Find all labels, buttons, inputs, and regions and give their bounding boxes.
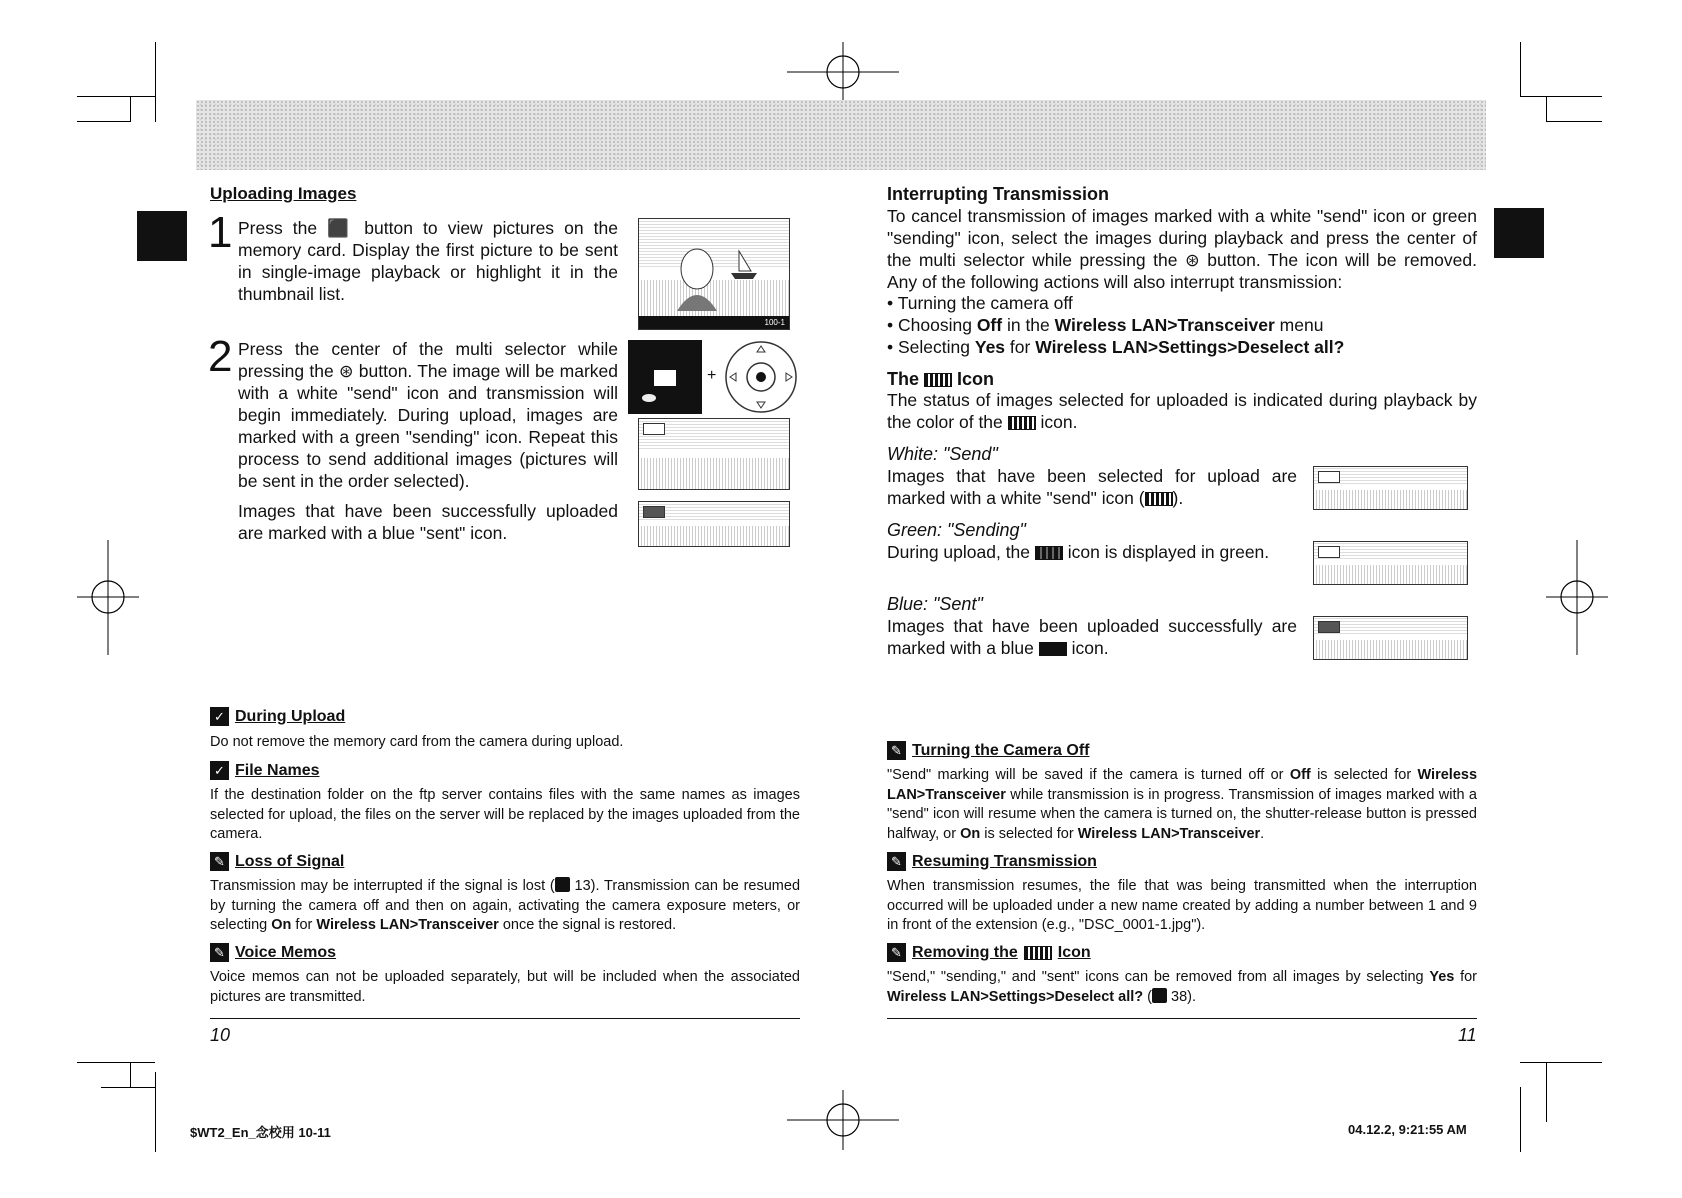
page-ref-icon [555, 877, 570, 892]
footer-filename: $WT2_En_念校用 10-11 [190, 1125, 331, 1140]
transfer-icon [924, 373, 952, 387]
note-text: Transmission may be interrupted if the signal is lost ( 13). Transmission can be resumed by turning the camera off and then on again, activating the camera exposure meters, or selecting On for Wireless LAN>Transceiver once the signal is restored. [210, 878, 801, 933]
plus-sign: + [707, 367, 717, 384]
crop-mark [155, 1072, 156, 1152]
page-number: 10 [210, 1025, 231, 1045]
crop-mark [77, 1062, 155, 1063]
note-title: ✎ Loss of Signal [210, 852, 344, 871]
crop-mark [1520, 42, 1521, 97]
thumb-tab-right [1494, 208, 1544, 258]
note-title: ✎ Turning the Camera Off [887, 741, 1090, 760]
state-heading: Blue: "Sent" [887, 594, 983, 614]
multi-selector-icon [724, 340, 798, 414]
state-text: During upload, the icon is displayed in green. [887, 542, 1270, 562]
state-heading: White: "Send" [887, 444, 998, 464]
interrupt-list [887, 292, 1477, 358]
step-number: 1 [208, 208, 233, 257]
crop-mark [1546, 1062, 1547, 1122]
crop-mark [155, 42, 156, 122]
page-ref-icon [1152, 988, 1167, 1003]
camera-button-image [628, 340, 702, 414]
crop-mark [1520, 96, 1602, 97]
pencil-icon: ✎ [210, 852, 229, 871]
crop-mark [130, 1062, 131, 1088]
crop-mark [77, 96, 155, 97]
list-item: • Selecting Yes for Wireless LAN>Settings>Deselect all? [887, 336, 1477, 358]
send-example-image [1313, 466, 1468, 510]
note-title: ✓ During Upload [210, 707, 345, 726]
pencil-icon: ✎ [887, 741, 906, 760]
crop-mark [77, 121, 131, 122]
crop-mark [1520, 1062, 1602, 1063]
frame-counter: 100-1 [639, 316, 789, 329]
icon-heading: The Icon [887, 369, 995, 389]
playback-screen-image [638, 218, 790, 330]
sent-example-image [1313, 616, 1468, 660]
transfer-icon [1008, 416, 1036, 430]
check-icon: ✓ [210, 707, 229, 726]
step1-text: Press the ⬛ button to view pictures on the memory card. Display the first picture to be sent in single-image playback or highlight it in the thumbnail list. [238, 218, 618, 304]
note-text: When transmission resumes, the file that was being transmitted when the interruption occurred will be uploaded under a new name created by adding a number between 1 and 9 in front of the extension (e.g., "DSC_0001-1.jpg"). [887, 878, 1477, 933]
note-text: "Send," "sending," and "sent" icons can be removed from all images by selecting Yes for Wireless LAN>Settings>Deselect all? ( 38). [887, 969, 1478, 1005]
crop-mark [1546, 96, 1547, 122]
crop-mark [101, 1087, 155, 1088]
list-item: • Turning the camera off [887, 292, 1477, 314]
sending-icon [1035, 546, 1063, 560]
crop-mark [1546, 121, 1602, 122]
transfer-icon [1024, 946, 1052, 960]
sent-icon [643, 506, 665, 518]
note-text: Do not remove the memory card from the camera during upload. [210, 734, 624, 750]
note-title: ✎ Removing the Icon [887, 943, 1091, 962]
sending-example-image [1313, 541, 1468, 585]
note-title: ✎ Resuming Transmission [887, 852, 1097, 871]
crop-mark [1520, 1087, 1521, 1152]
footer-timestamp: 04.12.2, 9:21:55 AM [1348, 1122, 1467, 1137]
sent-icon [1039, 642, 1067, 656]
thumb-tab-left [137, 211, 187, 261]
list-item: • Choosing Off in the Wireless LAN>Transceiver menu [887, 314, 1477, 336]
send-icon [643, 423, 665, 435]
sent-icon-image [638, 501, 790, 547]
sent-note-text: Images that have been successfully uploaded are marked with a blue "sent" icon. [238, 501, 618, 543]
header-band [196, 100, 1486, 170]
step-number: 2 [208, 332, 233, 381]
step2-text: Press the center of the multi selector while pressing the ⊛ button. The image will be marked with a white "send" icon and transmission will begin immediately. During upload, images are marked with a green "sending" icon. Repeat this process to send additional images (pictures will be sent in the order selected). [238, 339, 618, 491]
registration-mark [787, 42, 899, 102]
page-number: 11 [1458, 1025, 1477, 1045]
section-title: Uploading Images [210, 184, 357, 203]
note-text: "Send" marking will be saved if the camera is turned off or Off is selected for Wireless LAN>Transceiver while transmission is in progress. Transmission of images marked with a "send" icon will resume when the camera is turned on, the shutter-release button is pressed halfway, or On is selected for Wireless LAN>Transceiver. [887, 767, 1478, 842]
check-icon: ✓ [210, 761, 229, 780]
pencil-icon: ✎ [887, 943, 906, 962]
registration-mark [1546, 540, 1608, 655]
page-rule [210, 1018, 800, 1019]
note-text: Voice memos can not be uploaded separately, but will be included when the associated pictures are transmitted. [210, 969, 800, 1005]
page-rule [887, 1018, 1477, 1019]
pencil-icon: ✎ [887, 852, 906, 871]
registration-mark [787, 1090, 899, 1150]
registration-mark [77, 540, 139, 655]
send-icon-image [638, 418, 790, 490]
send-icon [1145, 492, 1173, 506]
interrupt-text: To cancel transmission of images marked with a white "send" icon or green "sending" icon, select the images during playback and press the center of the multi selector while pressing the ⊛ button. The icon will be removed. Any of the following actions will also interrupt transmission: [887, 206, 1477, 292]
state-heading: Green: "Sending" [887, 520, 1026, 540]
icon-text: The status of images selected for uploaded is indicated during playback by the color of the icon. [887, 390, 1477, 432]
crop-mark [130, 96, 131, 122]
state-text: Images that have been selected for upload are marked with a white "send" icon ( ). [887, 466, 1297, 508]
state-text: Images that have been uploaded successfully are marked with a blue icon. [887, 616, 1297, 658]
interrupt-heading: Interrupting Transmission [887, 184, 1110, 204]
note-title: ✎ Voice Memos [210, 943, 336, 962]
pencil-icon: ✎ [210, 943, 229, 962]
note-title: ✓ File Names [210, 761, 319, 780]
note-text: If the destination folder on the ftp server contains files with the same names as images selected for upload, the files on the server will be replaced by the images uploaded from the camera. [210, 787, 800, 842]
